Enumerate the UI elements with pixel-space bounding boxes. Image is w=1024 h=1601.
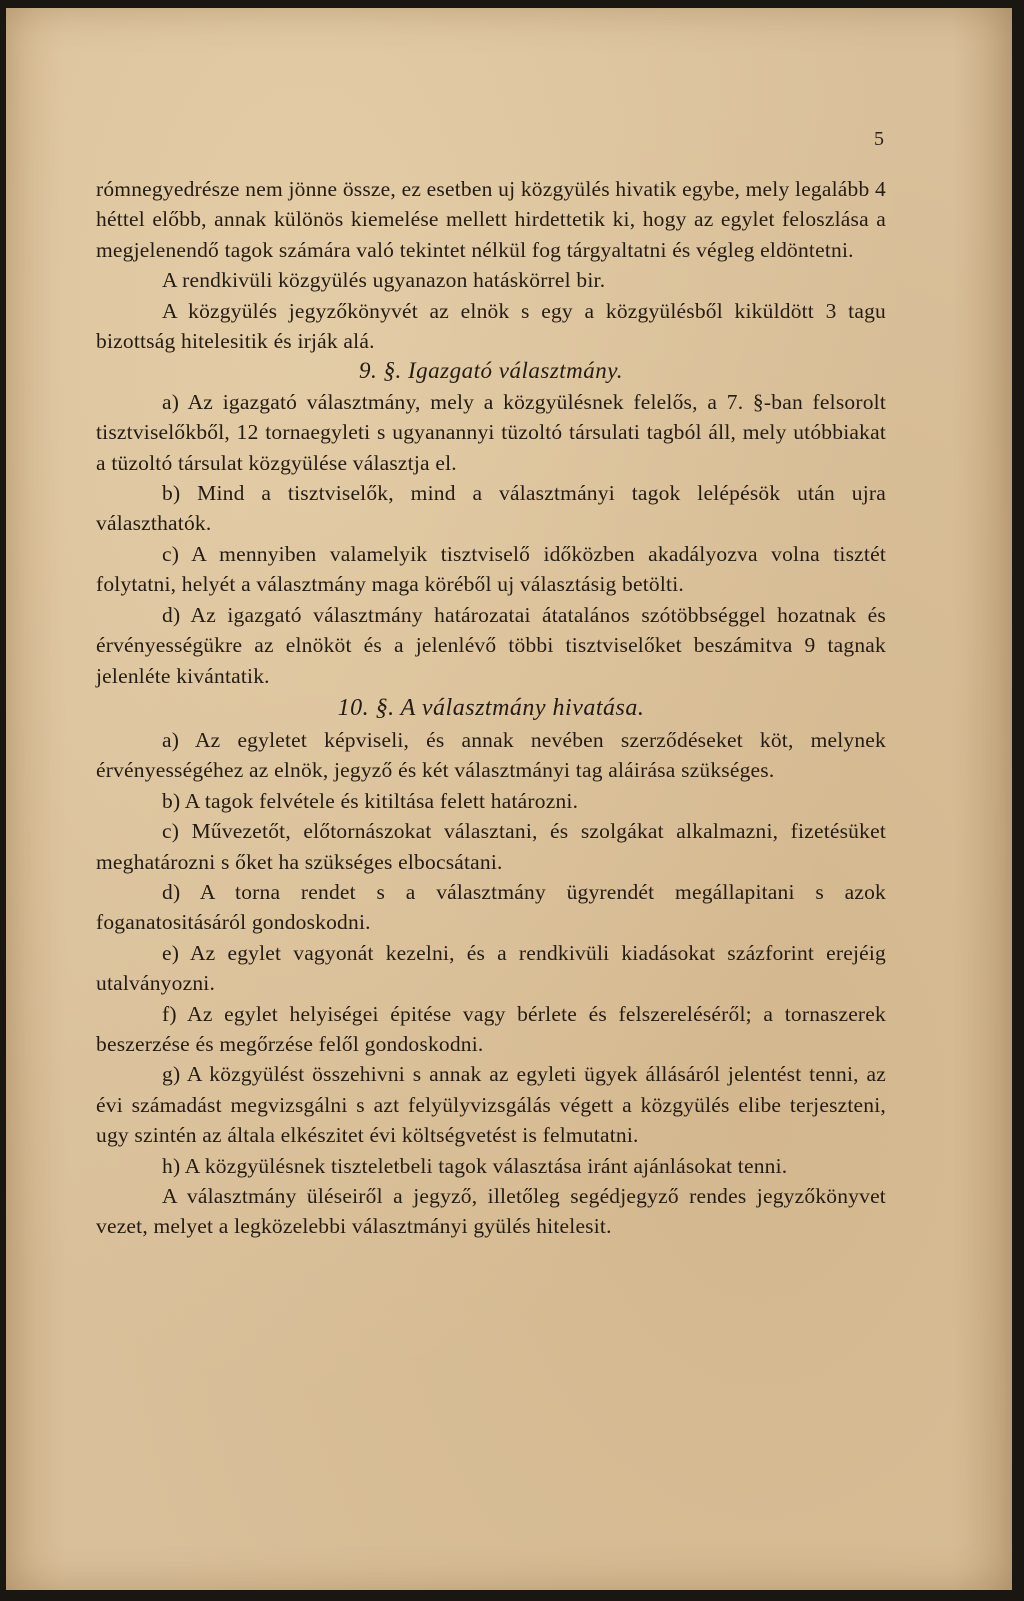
section-10-item-b: b) A tagok felvétele és kitiltása felett határozni. — [162, 788, 579, 813]
section-9-item-b: b) Mind a tisztviselők, mind a választmányi tagok lelépésök után ujra választhatók. — [96, 481, 886, 536]
section-9-item-c: c) A mennyiben valamelyik tisztviselő időközben akadályozva volna tisztét folytatni, helyét a választmány maga köréből uj választásig betölti. — [96, 541, 886, 597]
paragraph-committee-minutes: A választmány üléseiről a jegyző, illetőleg segédjegyző rendes jegyzőkönyvet vezet, melyet a legközelebbi választmányi gyülés hitelesit. — [96, 1184, 886, 1239]
paragraph-extraordinary-assembly: A rendkivüli közgyülés ugyanazon hatáskörrel bir. — [162, 268, 606, 293]
section-10-item-f: f) Az egylet helyiségei épitése vagy bérlete és felszereléséről; a tornaszerek beszerzése és megőrzése felől gondoskodni. — [96, 1001, 886, 1056]
page-number: 5 — [874, 128, 884, 150]
section-heading-9: 9. §. Igazgató választmány. — [359, 358, 623, 384]
section-10-item-g: g) A közgyülést összehivni s annak az egyleti ügyek állásáról jelentést tenni, az évi számadást megvizsgálni s azt felyülyvizsgálás végett a közgyülés elibe terjeszteni, ugy szintén az általa elkészitet évi költségvetést is felmutatni. — [96, 1062, 886, 1148]
paragraph-continuation: rómnegyedrésze nem jönne össze, ez esetben uj közgyülés hivatik egybe, mely legalább 4 héttel előbb, annak különös kiemelése mellett hirdettetik ki, hogy az egylet feloszlása a megjelenendő tagok számára való tekintet nélkül fog tárgyaltatni és végleg eldöntetni. — [96, 177, 886, 262]
paragraph-assembly-minutes: A közgyülés jegyzőkönyvét az elnök s egy a közgyülésből kiküldött 3 tagu bizottság hitelesitik és irják alá. — [96, 298, 886, 354]
document-page — [6, 8, 1012, 1590]
document-body — [96, 174, 886, 1242]
section-10-item-e: e) Az egylet vagyonát kezelni, és a rendkivüli kiadásokat százforint erejéig utalványozni. — [96, 940, 886, 996]
section-9-item-a: a) Az igazgató választmány, mely a közgyülésnek felelős, a 7. §-ban felsorolt tisztviselőkből, 12 tornaegyleti s ugyanannyi tüzoltó társulati tagból áll, mely utóbbiakat a tüzoltó társulat közgyülése választja el. — [96, 389, 886, 475]
section-10-item-a: a) Az egyletet képviseli, és annak nevében szerződéseket köt, melynek érvényességéhez az elnök, jegyző és két választmányi tag aláirása szükséges. — [96, 727, 886, 783]
section-10-item-d: d) A torna rendet s a választmány ügyrendét megállapitani s azok foganatositásáról gondoskodni. — [96, 879, 886, 935]
section-10-item-c: c) Művezetőt, előtornászokat választani, és szolgákat alkalmazni, fizetésüket meghatározni s őket ha szükséges elbocsátani. — [96, 819, 886, 874]
section-10-item-h: h) A közgyülésnek tiszteletbeli tagok választása iránt ajánlásokat tenni. — [162, 1153, 788, 1178]
section-9-item-d: d) Az igazgató választmány határozatai átatalános szótöbbséggel hozatnak és érvényességükre az elnököt és a jelenlévő többi tisztviselőket beszámitva 9 tagnak jelenléte kivántatik. — [96, 602, 886, 688]
section-heading-10: 10. §. A választmány hivatása. — [337, 694, 645, 721]
